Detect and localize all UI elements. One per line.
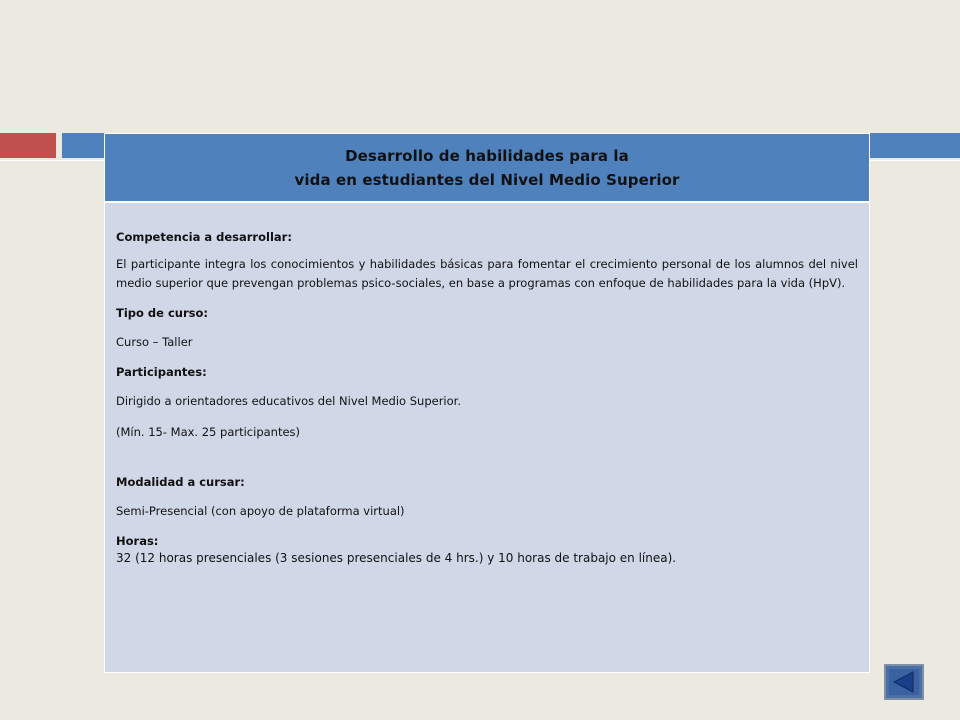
modalidad-heading: Modalidad a cursar: xyxy=(116,475,245,489)
competencia-text: El participante integra los conocimientos y habilidades básicas para fomentar el crecimiento personal de los alumnos del nivel medio superior que prevengan problemas psico-sociales, en base a programas con enfoque de habilidades para la vida (HpV). xyxy=(116,257,858,290)
title-line-1: Desarrollo de habilidades para la xyxy=(345,146,629,165)
tipo-text: Curso – Taller xyxy=(116,335,193,349)
table-header xyxy=(105,134,869,203)
participantes-range: (Mín. 15- Max. 25 participantes) xyxy=(116,425,301,439)
modalidad-text: Semi-Presencial (con apoyo de plataforma virtual) xyxy=(116,504,405,518)
participantes-text: Dirigido a orientadores educativos del Nivel Medio Superior. xyxy=(116,394,461,408)
horas-heading: Horas: xyxy=(116,534,159,548)
header-accent-blue-left xyxy=(62,133,104,158)
tipo-heading: Tipo de curso: xyxy=(116,306,208,320)
table-body xyxy=(105,203,869,672)
course-table xyxy=(104,133,870,673)
header-accent-blue-right xyxy=(870,133,960,158)
participantes-heading: Participantes: xyxy=(116,365,207,379)
competencia-heading: Competencia a desarrollar: xyxy=(116,230,292,244)
horas-text: 32 (12 horas presenciales (3 sesiones presenciales de 4 hrs.) y 10 horas de trabajo en línea). xyxy=(116,551,677,565)
back-button[interactable] xyxy=(884,664,924,700)
title-line-2: vida en estudiantes del Nivel Medio Superior xyxy=(294,170,680,189)
header-accent-red xyxy=(0,133,56,158)
triangle-left-icon xyxy=(889,669,919,695)
